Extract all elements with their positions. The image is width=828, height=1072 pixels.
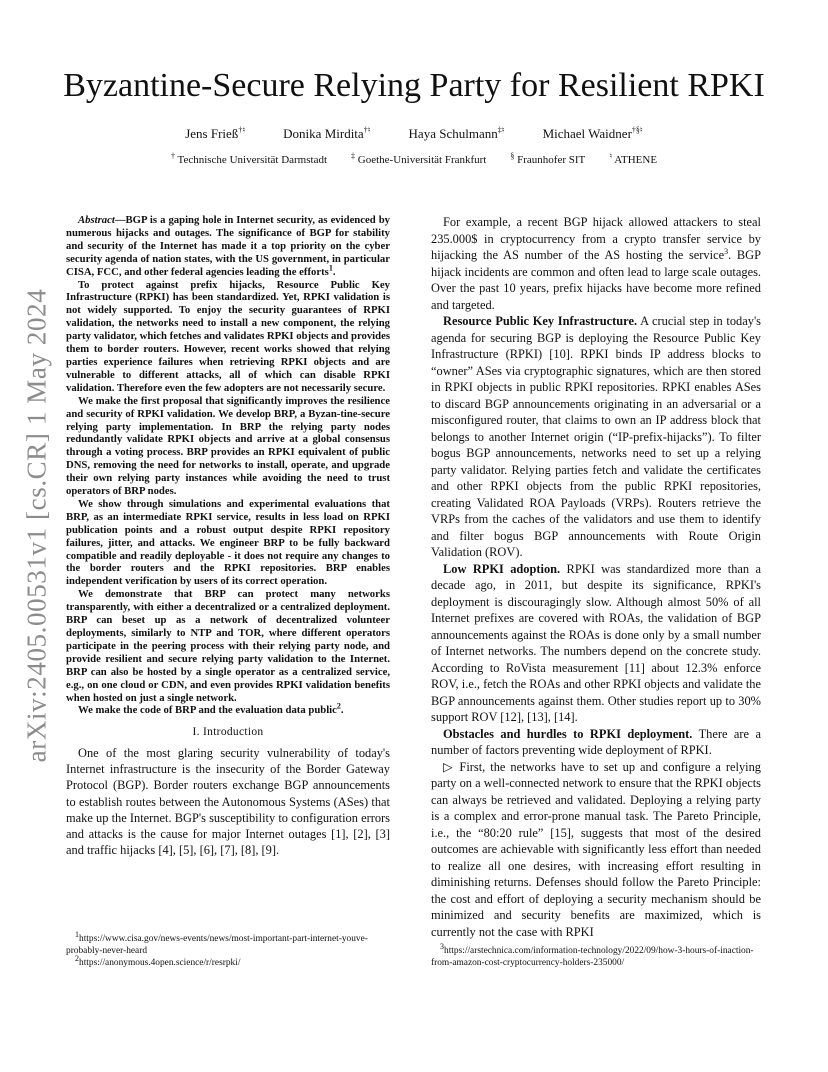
footnote: $^1$https://www.cisa.gov/news-events/news/most-important-part-internet-youve-probably-never-heard — [66, 929, 368, 956]
paragraph-heading: Obstacles and hurdles to RPKI deployment. — [443, 726, 693, 741]
paragraph-heading: Low RPKI adoption. — [443, 561, 561, 576]
body-paragraph: Low RPKI adoption. RPKI was standardized more than a decade ago, in 2011, but despite its significance, RPKI's deployment is discouragingly slow. Although almost 50% of all Internet prefixes are covered with ROAs, the validation of BGP announcements against the ROAs is done only by a small number of Internet networks. The numbers depend on the concrete study. According to RoVista measurement [11] about 12.3% enforce ROV, i.e., fetch the ROAs and other RPKI objects and validate the BGP announcements against them. Other studies report up to 30% support ROV [12], [13], [14]. — [431, 561, 761, 724]
footnote-link[interactable]: https://www.cisa.gov/news-events/news/most-important-part-internet-youve-probably-never-heard — [66, 934, 368, 956]
abstract-paragraph: We demonstrate that BRP can protect many networks transparently, with either a decentralized or a centralized deployment. BRP can beset up as a network of decentralized volunteer deployments, similarly to NTP and TOR, where different operators participate in the peering process with their relying party node, and provide resilient and secure relying party validation to the Internet. BRP can also be hosted by a single operator as a centralized service, e.g., on one cloud or CDN, and even provides RPKI validation benefits when hosted on just a single network. — [66, 588, 390, 704]
footnote-link[interactable]: https://arstechnica.com/information-technology/2022/09/how-3-hours-of-inaction-from-amazon-cost-cryptocurrency-holders-235000/ — [431, 946, 754, 968]
author: Haya Schulmann‡♮ — [408, 125, 505, 141]
abstract — [66, 214, 390, 717]
abstract-label: Abstract — [78, 214, 115, 226]
affiliation: ‡ Goethe-Universität Frankfurt — [351, 151, 487, 166]
affiliation: ♮ ATHENE — [609, 151, 658, 166]
author: Michael Waidner†§♮ — [542, 125, 643, 141]
body-paragraph: Resource Public Key Infrastructure. A crucial step in today's agenda for securing BGP is deploying the Resource Public Key Infrastructure (RPKI) [10]. RPKI binds IP address blocks to “owner” ASes via cryptographic signatures, which are then stored in RPKI objects in public RPKI repositories. RPKI enables ASes to discard BGP announcements originating in an adversarial or a misconfigured router, that claims to own an IP address block that belongs to another Internet origin (“IP-prefix-hijacks”). To filter bogus BGP announcements, networks need to set up a relying party validator. Relying parties fetch and validate the certificates and other RPKI objects from the public RPKI repositories, creating Validated ROA Payloads (VRPs). Routers retrieve the VRPs from the caches of the validators and use them to identify and filter bogus BGP announcements with Route Origin Validation (ROV). — [431, 314, 762, 559]
footnote: $^3$https://arstechnica.com/information-technology/2022/09/how-3-hours-of-inaction-from-amazon-cost-cryptocurrency-holders-235000/ — [431, 941, 754, 968]
abstract-paragraph: We make the first proposal that significantly improves the resilience and security of RPKI validation. We develop BRP, a Byzan-tine-secure relying party implementation. In BRP the relying party nodes redundantly validate RPKI objects and arrive at a global consensus through a voting process. BRP provides an RPKI equivalent of public DNS, removing the need for networks to install, operate, and upgrade their own relying party instances while avoiding the need to trust operators of BRP nodes. — [66, 394, 390, 498]
footnotes-left — [66, 929, 396, 969]
paragraph-heading: Resource Public Key Infrastructure. — [443, 314, 638, 328]
abstract-paragraph: Abstract—BGP is a gaping hole in Internet security, as evidenced by numerous hijacks and outages. The significance of BGP for stability and security of the Internet has made it a top priority on the cyber security agenda of nation states, with the US government, in particular CISA, FCC, and other federal agencies leading the efforts$^1$. — [66, 214, 390, 278]
footnote-link[interactable]: https://anonymous.4open.science/r/resrpki/ — [79, 957, 241, 968]
abstract-paragraph: We make the code of BRP and the evaluation data public$^2$. — [78, 701, 344, 717]
body-paragraph: ▷ First, the networks have to set up and configure a relying party on a well-connected network to ensure that the RPKI objects can always be retrieved and validated. Deploying a relying party is a complex and error-prone manual task. The Pareto Principle, i.e., the “80:20 rule” [15], suggests that most of the desired outcomes are achievable with significantly less effort than needed to realize all one desires, with increasing effort resulting in diminishing returns. Defenses should follow the Pareto Principle: the cost and effort of deploying a security mechanism should be minimized and security benefits are maximized, which is currently not the case with RPKI — [431, 759, 761, 939]
affiliation: † Technische Universität Darmstadt — [170, 151, 328, 166]
arxiv-stamp: arXiv:2405.00531v1 [cs.CR] 1 May 2024 — [21, 288, 52, 762]
author: Jens Frieß†♮ — [185, 125, 246, 141]
left-column — [66, 214, 390, 859]
affiliation: § Fraunhofer SIT — [510, 151, 586, 166]
author: Donika Mirdita†♮ — [283, 125, 371, 141]
body-paragraph: One of the most glaring security vulnerability of today's Internet infrastructure is the insecurity of the Border Gateway Protocol (BGP). Border routers exchange BGP announcements to establish routes between the Autonomous Systems (ASes) that make up the Internet. BGP's susceptibility to configuration errors and attacks is the cause for major Internet outages [1], [2], [3] and traffic hijacks [4], [5], [6], [7], [8], [9]. — [66, 745, 390, 858]
abstract-paragraph: We show through simulations and experimental evaluations that BRP, as an intermediate RPKI service, results in less load on RPKI publication points and a robust output despite RPKI repository failures, jitter, and attacks. We engineer BRP to be fully backward compatible and readily deployable - it does not require any changes to the border routers and the RPKI repositories. BRP enables independent verification by users of its correct operation. — [66, 497, 390, 588]
paper-title: Byzantine-Secure Relying Party for Resilient RPKI — [63, 67, 765, 104]
section-heading: I. Introduction — [192, 726, 264, 739]
footnote: $^2$https://anonymous.4open.science/r/resrpki/ — [75, 953, 241, 968]
body-paragraph: For example, a recent BGP hijack allowed attackers to steal 235.000$ in cryptocurrency from a crypto transfer service by hijacking the AS number of the AS hosting the service$^3$. BGP hijack incidents are common and often lead to large scale outages. Over the past 10 years, prefix hijacks have become more refined and targeted. — [431, 215, 762, 312]
footnotes-right — [431, 941, 761, 970]
right-column — [431, 214, 761, 940]
author-list — [60, 126, 768, 142]
affiliation-list — [60, 151, 768, 166]
body-paragraph: Obstacles and hurdles to RPKI deployment. There are a number of factors preventing wide deployment of RPKI. — [431, 726, 761, 757]
abstract-paragraph: To protect against prefix hijacks, Resource Public Key Infrastructure (RPKI) has been standardized. Yet, RPKI validation is not widely supported. To enjoy the security guarantees of RPKI validation, the networks need to install a new component, the relying party validator, which fetches and validates RPKI objects and provides them to border routers. However, recent works showed that relying parties experience failures when retrieving RPKI objects and are vulnerable to different attacks, all of which can disable RPKI validation. Therefore even the few adopters are not necessarily secure. — [66, 278, 390, 394]
